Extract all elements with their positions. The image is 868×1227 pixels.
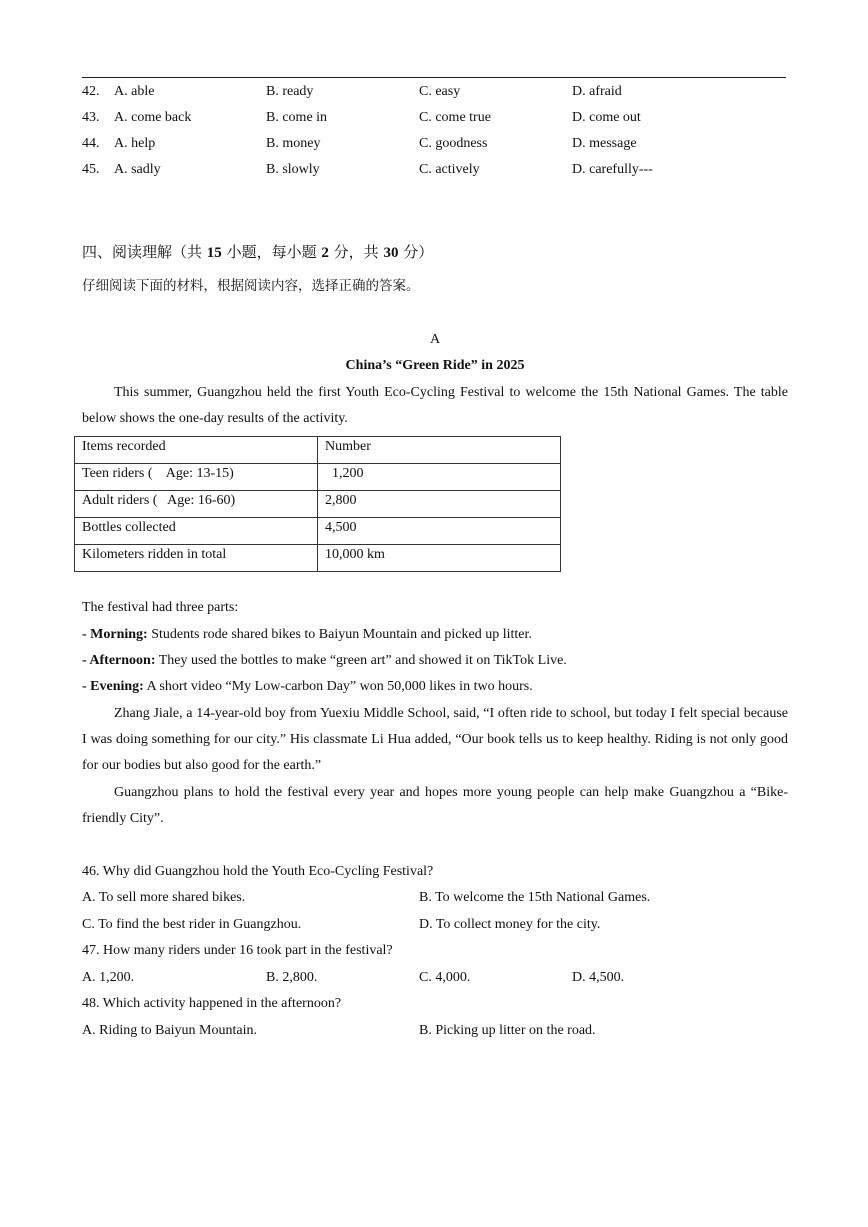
option-d: D. come out bbox=[572, 110, 641, 125]
table-cell: 4,500 bbox=[318, 518, 561, 545]
results-table bbox=[74, 436, 561, 572]
part-label: - Afternoon: bbox=[82, 653, 156, 668]
points-each: 2 bbox=[321, 245, 329, 261]
option-b: B. come in bbox=[266, 110, 328, 125]
table-cell: 2,800 bbox=[318, 491, 561, 518]
question-46-stem: 46. Why did Guangzhou hold the Youth Eco-Cycling Festival? bbox=[82, 864, 434, 879]
table-header-row bbox=[75, 437, 561, 464]
section-title-text: 四、阅读理解（共 bbox=[82, 243, 203, 261]
part-morning bbox=[82, 622, 788, 648]
section-title-text: 分，共 bbox=[333, 243, 379, 261]
question-46-option-b[interactable]: B. To welcome the 15th National Games. bbox=[419, 890, 651, 905]
option-row-42 bbox=[82, 79, 788, 105]
option-a: A. able bbox=[114, 84, 155, 99]
question-46-option-d[interactable]: D. To collect money for the city. bbox=[419, 917, 601, 932]
option-a: A. help bbox=[114, 136, 156, 151]
part-text: They used the bottles to make “green art” and showed it on TikTok Live. bbox=[155, 653, 567, 668]
table-cell: 10,000 km bbox=[318, 545, 561, 572]
section-title bbox=[82, 239, 433, 266]
points-total: 30 bbox=[383, 245, 399, 261]
question-48-option-a[interactable]: A. Riding to Baiyun Mountain. bbox=[82, 1023, 257, 1038]
passage-paragraph-3: Guangzhou plans to hold the festival every year and hopes more young people can help make Guangzhou a “Bike-friendly City”. bbox=[82, 785, 788, 826]
question-47-stem: 47. How many riders under 16 took part in the festival? bbox=[82, 943, 393, 958]
part-label: - Morning: bbox=[82, 627, 148, 642]
option-c: C. goodness bbox=[419, 136, 488, 151]
option-c: C. come true bbox=[419, 110, 491, 125]
question-47-option-a[interactable]: A. 1,200. bbox=[82, 970, 135, 985]
passage-label: A bbox=[429, 332, 441, 347]
part-text: A short video “My Low-carbon Day” won 50,000 likes in two hours. bbox=[143, 679, 533, 694]
option-row-43 bbox=[82, 105, 788, 131]
part-evening bbox=[82, 674, 788, 700]
question-number: 42. bbox=[82, 84, 100, 99]
top-rule bbox=[82, 77, 786, 78]
table-cell: Teen riders ( Age: 13-15) bbox=[75, 464, 318, 491]
part-afternoon bbox=[82, 648, 788, 674]
question-number: 45. bbox=[82, 162, 100, 177]
option-b: B. money bbox=[266, 136, 321, 151]
question-47-option-d[interactable]: D. 4,500. bbox=[572, 970, 625, 985]
option-row-44 bbox=[82, 131, 788, 157]
part-label: - Evening: bbox=[82, 679, 144, 694]
question-48-option-b[interactable]: B. Picking up litter on the road. bbox=[419, 1023, 596, 1038]
table-cell: Bottles collected bbox=[75, 518, 318, 545]
parts-intro: The festival had three parts: bbox=[82, 600, 239, 615]
option-c: C. easy bbox=[419, 84, 461, 99]
option-d: D. carefully--- bbox=[572, 162, 653, 177]
table-row bbox=[75, 464, 561, 491]
option-row-45 bbox=[82, 157, 788, 183]
option-d: D. message bbox=[572, 136, 637, 151]
table-cell: 1,200 bbox=[318, 464, 561, 491]
option-a: A. come back bbox=[114, 110, 192, 125]
question-47-option-b[interactable]: B. 2,800. bbox=[266, 970, 318, 985]
question-number: 43. bbox=[82, 110, 100, 125]
question-46-option-a[interactable]: A. To sell more shared bikes. bbox=[82, 890, 246, 905]
section-instruction: 仔细阅读下面的材料，根据阅读内容，选择正确的答案。 bbox=[82, 278, 420, 294]
option-b: B. slowly bbox=[266, 162, 320, 177]
option-b: B. ready bbox=[266, 84, 314, 99]
table-header-cell: Number bbox=[318, 437, 561, 464]
passage-title: China’s “Green Ride” in 2025 bbox=[345, 358, 525, 373]
table-row bbox=[75, 545, 561, 572]
table-header-cell: Items recorded bbox=[75, 437, 318, 464]
question-47-option-c[interactable]: C. 4,000. bbox=[419, 970, 471, 985]
option-d: D. afraid bbox=[572, 84, 622, 99]
option-c: C. actively bbox=[419, 162, 480, 177]
section-title-text: 分） bbox=[403, 243, 434, 261]
table-cell: Kilometers ridden in total bbox=[75, 545, 318, 572]
table-cell: Adult riders ( Age: 16-60) bbox=[75, 491, 318, 518]
question-48-stem: 48. Which activity happened in the afternoon? bbox=[82, 996, 342, 1011]
table-row bbox=[75, 491, 561, 518]
passage-paragraph-2: Zhang Jiale, a 14-year-old boy from Yuexiu Middle School, said, “I often ride to school, but today I felt special because I was doing something for our city.” His classmate Li Hua added, “Our book tells us to keep healthy. Riding is not only good for our bodies but also good for the earth.” bbox=[82, 706, 788, 773]
question-46-option-c[interactable]: C. To find the best rider in Guangzhou. bbox=[82, 917, 302, 932]
part-text: Students rode shared bikes to Baiyun Mountain and picked up litter. bbox=[147, 627, 532, 642]
question-count: 15 bbox=[206, 245, 222, 261]
option-a: A. sadly bbox=[114, 162, 161, 177]
passage-intro: This summer, Guangzhou held the first Youth Eco-Cycling Festival to welcome the 15th National Games. The table below shows the one-day results of the activity. bbox=[82, 385, 788, 426]
table-row bbox=[75, 518, 561, 545]
question-number: 44. bbox=[82, 136, 100, 151]
section-title-text: 小题，每小题 bbox=[226, 243, 317, 261]
